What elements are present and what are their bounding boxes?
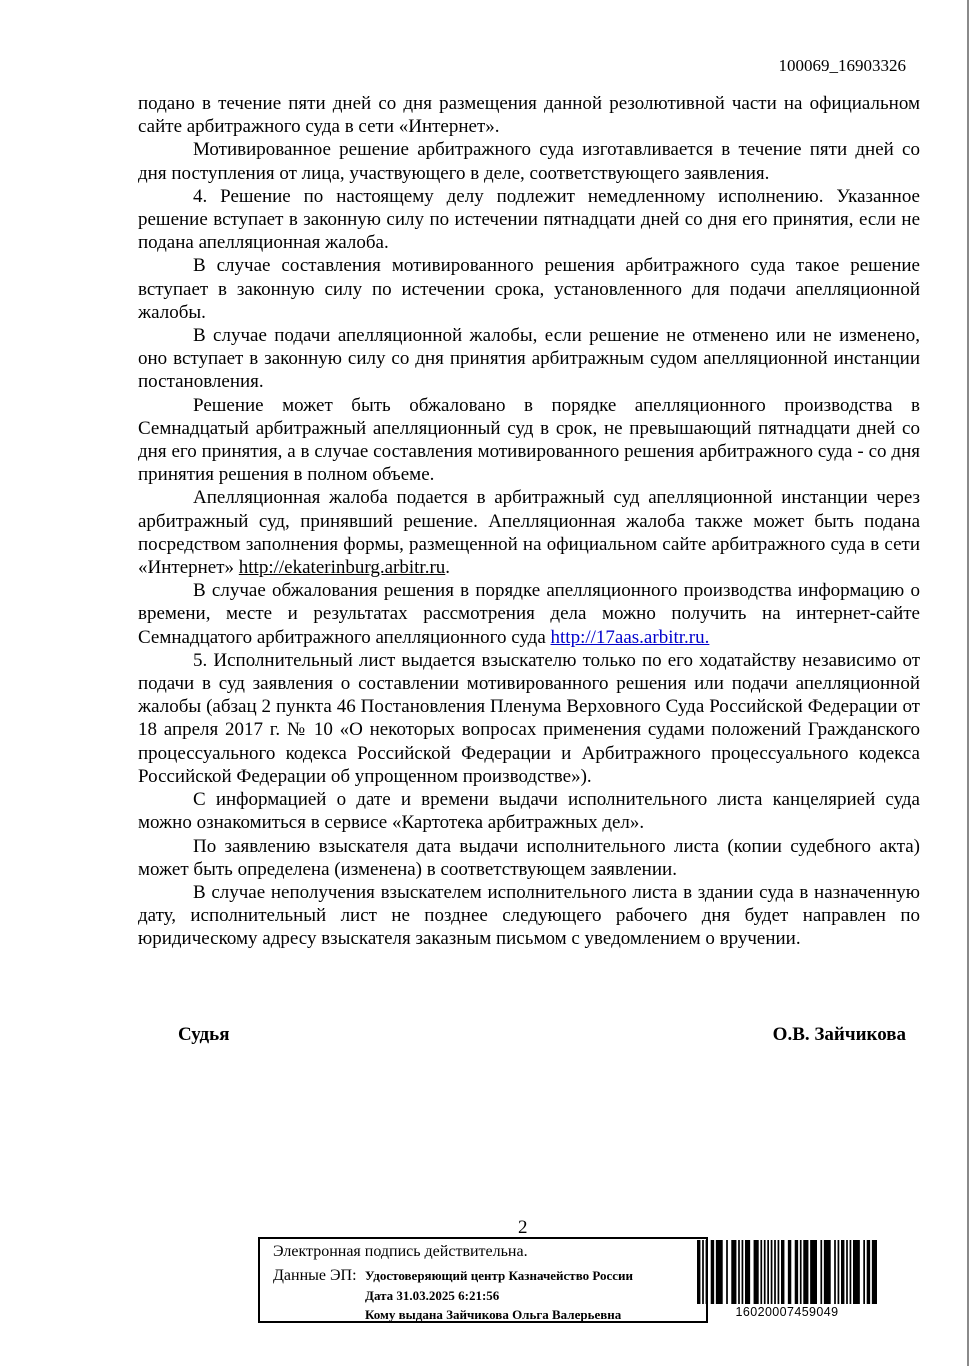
- paragraph: [138, 881, 920, 951]
- paragraph: [138, 138, 920, 184]
- paragraph-text: 5. Исполнительный лист выдается взыскателю только по его ходатайству независимо от подачи в суд заявления о составлении мотивированного решения или подачи апелляционной жалобы (абзац 2 пункта 46 Постановления Пленума Верховного Суда Российской Федерации от 18 апреля 2017 г. № 10 «О некоторых вопросах применения судами положений Гражданского процессуального кодекса Российской Федерации и Арбитражного процессуального кодекса Российской Федерации об упрощенном производстве»).: [138, 649, 920, 787]
- barcode-value: 16020007459049: [735, 1305, 839, 1319]
- esignature-stamp: [258, 1237, 708, 1323]
- url-link[interactable]: http://ekaterinburg.arbitr.ru: [238, 557, 446, 579]
- page-edge-line: [967, 0, 969, 1366]
- paragraph-text: Мотивированное решение арбитражного суда изготавливается в течение пяти дней со дня поступления от лица, участвующего в деле, соответствующего заявления.: [138, 139, 920, 184]
- paragraph: [138, 835, 920, 881]
- paragraph: [138, 486, 920, 579]
- paragraph-text: В случае подачи апелляционной жалобы, если решение не отменено или не изменено, оно вступает в законную силу со дня принятия арбитражным судом апелляционной инстанции постановления.: [138, 325, 920, 393]
- paragraph: [138, 254, 920, 324]
- paragraph-text: По заявлению взыскателя дата выдачи исполнительного листа (копии судебного акта) может быть определена (изменена) в соответствующем заявлении.: [138, 835, 920, 880]
- esignature-detail-line: Дата 31.03.2025 6:21:56: [365, 1287, 500, 1303]
- paragraph: [138, 185, 920, 255]
- paragraph-text: В случае обжалования решения в порядке апелляционного производства информацию о времени, месте и результатах рассмотрения дела можно получить на интернет-сайте Семнадцатого арбитражного апелляционного суда: [138, 580, 920, 648]
- paragraph: [138, 92, 920, 138]
- document-body: [138, 92, 920, 951]
- paragraph-text: Решение может быть обжаловано в порядке апелляционного производства в Семнадцатый арбитражный апелляционный суд в срок, не превышающий пятнадцати дней со дня его принятия, а в случае составления мотивированного решения арбитражного суда - со дня принятия решения в полном объеме.: [138, 394, 920, 486]
- paragraph-text: 4. Решение по настоящему делу подлежит немедленному исполнению. Указанное решение вступает в законную силу по истечении пятнадцати дней со дня его принятия, если не подана апелляционная жалоба.: [138, 185, 920, 254]
- esignature-data-label: Данные ЭП:: [273, 1267, 357, 1284]
- paragraph-text: Апелляционная жалоба подается в арбитражный суд апелляционной инстанции через арбитражный суд, принявший решение. Апелляционная жалоба также может быть подана посредством заполнения формы, размещенной на официальном сайте арбитражного суда в сети «Интернет»: [138, 487, 920, 579]
- paragraph-text: В случае составления мотивированного решения арбитражного суда такое решение вступает в законную силу по истечении срока, установленного для подачи апелляционной жалобы.: [138, 255, 920, 323]
- page-number: 2: [518, 1217, 528, 1238]
- esignature-detail-line: Кому выдана Зайчикова Ольга Валерьевна: [365, 1307, 622, 1322]
- barcode: [697, 1240, 877, 1319]
- paragraph-text: .: [445, 557, 451, 579]
- esignature-valid-text: Электронная подпись действительна.: [273, 1243, 528, 1260]
- url-link[interactable]: http://17aas.arbitr.ru.: [550, 626, 710, 648]
- paragraph: [138, 649, 920, 788]
- paragraph: [138, 788, 920, 834]
- paragraph-text: С информацией о дате и времени выдачи исполнительного листа канцелярией суда можно ознакомиться в сервисе «Картотека арбитражных дел».: [138, 789, 920, 834]
- esignature-detail-line: Удостоверяющий центр Казначейство России: [365, 1268, 634, 1283]
- signature-row: [138, 1024, 920, 1046]
- paragraph: [138, 324, 920, 394]
- document-number: 100069_16903326: [778, 56, 906, 75]
- paragraph: [138, 579, 920, 649]
- paragraph: [138, 394, 920, 487]
- paragraph-text: В случае неполучения взыскателем исполнительного листа в здании суда в назначенную дату, исполнительный лист не позднее следующего рабочего дня будет направлен по юридическому адресу взыскателя заказным письмом с уведомлением о вручении.: [138, 881, 920, 950]
- barcode-bars: [697, 1240, 877, 1304]
- esignature-details: [365, 1266, 633, 1325]
- paragraph-text: подано в течение пяти дней со дня размещения данной резолютивной части на официальном сайте арбитражного суда в сети «Интернет».: [138, 93, 920, 138]
- signature-role: Судья: [178, 1024, 230, 1045]
- signature-name: О.В. Зайчикова: [772, 1024, 906, 1045]
